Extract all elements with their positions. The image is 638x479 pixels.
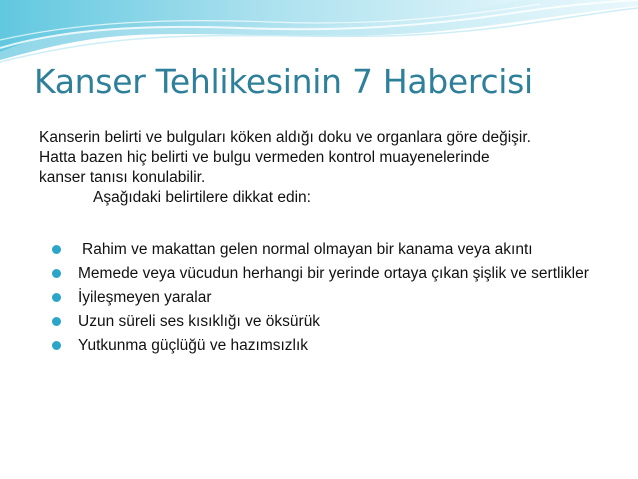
list-item xyxy=(52,288,612,308)
bullet-dot-icon xyxy=(52,245,61,254)
bullet-dot-icon xyxy=(52,317,61,326)
intro-text xyxy=(39,128,624,208)
list-item-text: Rahim ve makattan gelen normal olmayan bir kanama veya akıntı xyxy=(82,241,533,258)
list-item xyxy=(52,336,612,356)
bullet-dot-icon xyxy=(52,269,61,278)
bullet-dot-icon xyxy=(52,341,61,350)
slide-title: Kanser Tehlikesinin 7 Habercisi xyxy=(34,62,533,101)
intro-line: kanser tanısı konulabilir. xyxy=(39,169,206,186)
list-item-text: Uzun süreli ses kısıklığı ve öksürük xyxy=(78,313,321,330)
list-item-text: Memede veya vücudun herhangi bir yerinde ortaya çıkan şişlik ve sertlikler xyxy=(78,265,589,282)
list-item-text: Yutkunma güçlüğü ve hazımsızlık xyxy=(78,337,309,354)
intro-line: Hatta bazen hiç belirti ve bulgu vermeden kontrol muayenelerinde xyxy=(39,149,490,166)
list-item xyxy=(52,312,612,332)
symptom-list xyxy=(52,240,612,360)
list-item xyxy=(52,264,612,284)
bullet-dot-icon xyxy=(52,293,61,302)
intro-callout: Aşağıdaki belirtilere dikkat edin: xyxy=(93,189,311,206)
intro-line: Kanserin belirti ve bulguları köken aldığı doku ve organlara göre değişir. xyxy=(39,129,531,146)
list-item-text: İyileşmeyen yaralar xyxy=(78,289,212,306)
list-item xyxy=(52,240,612,260)
